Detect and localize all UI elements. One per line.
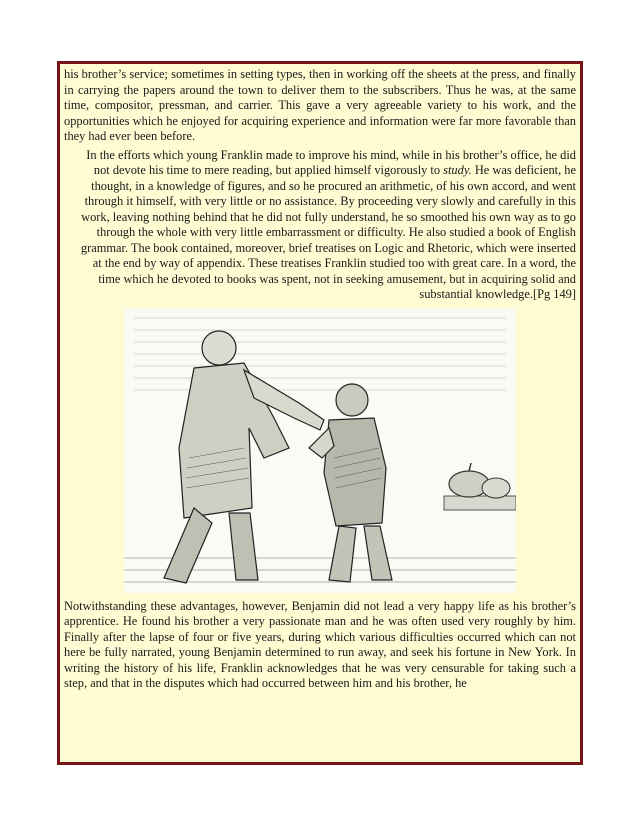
paragraph-3: Notwithstanding these advantages, however, Benjamin did not lead a very happy life as his brother’s apprentice. He found his brother a very passionate man and he was often used very roughly by him. Finally after the lapse of four or five years, during which various difficulties occurred which can not here be fully narrated, young Benjamin determined to run away, and seek his fortune in New York. In writing the history of his life, Franklin acknowledges that he was very censurable for taking such a step, and that in the disputes which had occurred between him and his brother, he [64, 598, 576, 690]
paragraph-2-text-start: In the efforts which young Franklin made to improve his mind, while in his brother’s office, he did not devote his time to mere reading, but applied himself vigorously to [86, 147, 576, 177]
page-frame [57, 61, 583, 765]
emphasis-study: study. [443, 163, 472, 177]
paragraph-1: his brother’s service; sometimes in setting types, then in working off the sheets at the press, and finally in carrying the papers around the town to deliver them to the subscribers. Thus he was, at the same time, compositor, pressman, and carrier. This gave a very agreeable variety to his work, and the opportunities which he enjoyed for acquiring experience and information were far more favorable than they had ever been before. [64, 67, 576, 143]
paragraph-2-text-end: He was deficient, he thought, in a knowledge of figures, and so he procured an arithmetic, of his own accord, and went through it himself, with very little or no assistance. By proceeding very slowly and carefully in this work, leaving nothing behind that he did not fully understand, he so smoothed his own way as to go through the whole with very little embarrassment or difficulty. He also studied a book of English grammar. The book contained, moreover, brief treatises on Logic and Rhetoric, which were inserted at the end by way of appendix. These treatises Franklin studied too with great care. In a word, the time which he devoted to books was spent, not in seeking amusement, but in acquiring solid and substantial knowledge.[Pg 149] [80, 163, 576, 301]
paragraph-2 [64, 148, 576, 303]
engraving-svg [124, 308, 516, 593]
engraving-illustration [124, 308, 516, 593]
